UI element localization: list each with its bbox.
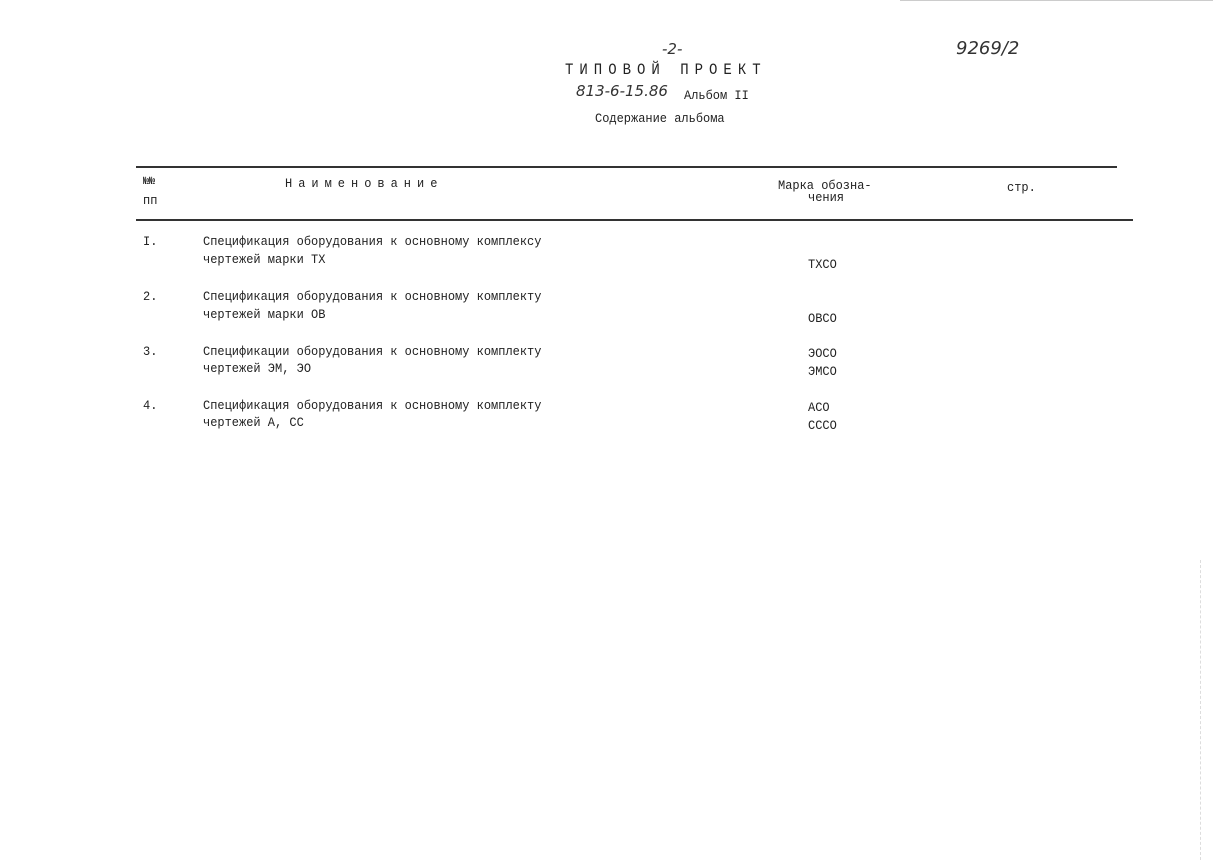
- page-number: -2-: [662, 40, 683, 58]
- column-number-header-2: пп: [143, 193, 158, 209]
- row-mark: ТХСО: [808, 257, 837, 273]
- row-name-cont: чертежей ЭМ, ЭО: [203, 361, 312, 377]
- row-name: Спецификация оборудования к основному комплекту: [203, 398, 542, 414]
- table-header-rule: [136, 219, 1133, 221]
- column-name-header: Наименование: [285, 176, 444, 192]
- row-mark: АСО: [808, 400, 830, 416]
- contents-subtitle: Содержание альбома: [595, 111, 725, 127]
- row-number: 4.: [143, 398, 158, 414]
- row-name-cont: чертежей марки ТХ: [203, 252, 326, 268]
- row-mark: ЭОСО: [808, 346, 837, 362]
- scan-edge-line: [1200, 560, 1201, 860]
- table-top-rule: [136, 166, 1117, 168]
- row-name: Спецификации оборудования к основному комплекту: [203, 344, 542, 360]
- column-page-header: стр.: [1007, 180, 1036, 196]
- row-mark: ЭМСО: [808, 364, 837, 380]
- column-mark-header-2: чения: [808, 190, 845, 206]
- row-name-cont: чертежей марки ОВ: [203, 307, 326, 323]
- document-number: 9269/2: [956, 38, 1020, 59]
- column-number-header: №№: [143, 176, 156, 189]
- album-label: Альбом II: [684, 88, 749, 104]
- project-code: 813-6-15.86: [576, 82, 668, 100]
- row-name: Спецификация оборудования к основному комплекту: [203, 289, 542, 305]
- row-name: Спецификация оборудования к основному комплексу: [203, 234, 542, 250]
- row-number: I.: [143, 234, 158, 250]
- row-name-cont: чертежей А, СС: [203, 415, 304, 431]
- row-number: 2.: [143, 289, 158, 305]
- row-number: 3.: [143, 344, 158, 360]
- column-mark-header: Марка обозна-: [778, 178, 872, 194]
- document-title: ТИПОВОЙ ПРОЕКТ: [565, 61, 767, 80]
- scan-edge-line: [900, 0, 1213, 1]
- row-mark: ОВСО: [808, 311, 837, 327]
- row-mark: СССО: [808, 418, 837, 434]
